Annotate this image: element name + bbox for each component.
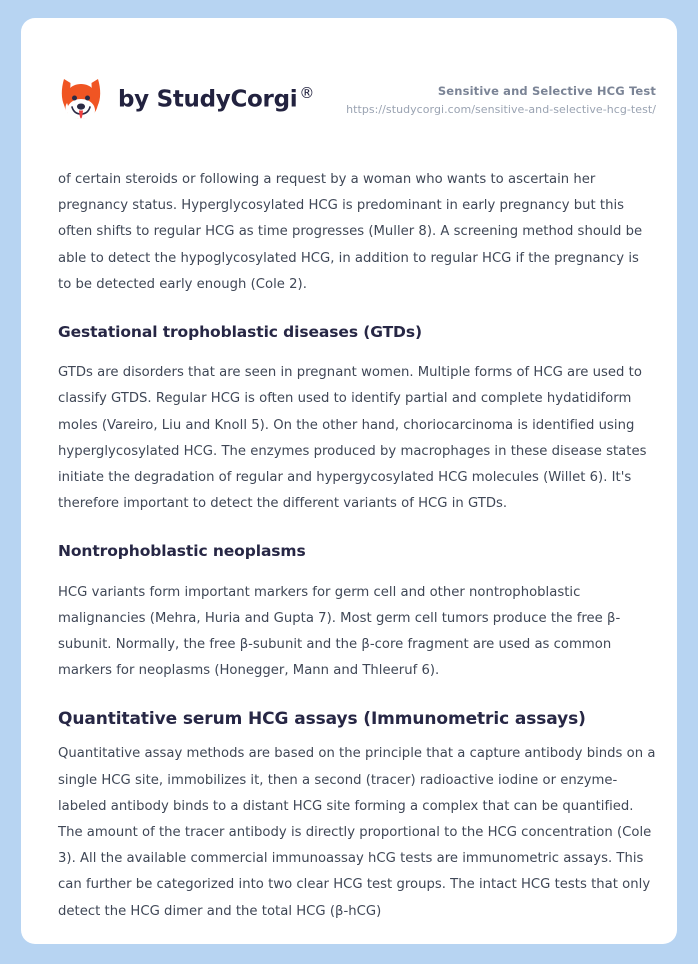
section-paragraph-nontrophoblastic: HCG variants form important markers for germ cell and other nontrophoblastic malignancies (Mehra, Huria and Gupta 7). Most germ cell tumors produce the free β-subunit. Normally, the free β-subunit and the β-core fragment are used as common markers for neoplasms (Honegger, Mann and Thleeruf 6). <box>58 584 621 679</box>
brand-logo[interactable] <box>58 77 314 121</box>
brand-name-text: by StudyCorgi <box>118 86 298 113</box>
intro-paragraph: of certain steroids or following a request by a woman who wants to ascertain her pregnancy status. Hyperglycosylated HCG is predominant in early pregnancy but this often shifts to regular HCG as time progresses (Muller 8). A screening method should be able to detect the hypoglycosylated HCG, in addition to regular HCG if the pregnancy is to be detected early enough (Cole 2). <box>58 172 643 292</box>
brand-name <box>118 86 314 112</box>
document-meta <box>346 75 656 117</box>
section-paragraph-quantitative-assays: Quantitative assay methods are based on the principle that a capture antibody binds on a single HCG site, immobilizes it, then a second (tracer) radioactive iodine or enzyme-labeled antibody binds to a distant HCG site forming a complex that can be quantified. The amount of the tracer antibody is directly proportional to the HCG concentration (Cole 3). All the available commercial immunoassay hCG tests are immunometric assays. This can further be categorized into two clear HCG test groups. The intact HCG tests that only detect the HCG dimer and the total HCG (β-hCG) <box>58 746 656 919</box>
document-page <box>21 18 677 944</box>
document-body <box>21 167 677 925</box>
page-title: Sensitive and Selective HCG Test <box>437 84 656 98</box>
registered-trademark-icon: ® <box>299 84 315 103</box>
source-url[interactable]: https://studycorgi.com/sensitive-and-selective-hcg-test/ <box>346 103 656 117</box>
section-heading-quantitative-assays: Quantitative serum HCG assays (Immunometric assays) <box>58 709 586 730</box>
corgi-logo-icon <box>58 77 104 121</box>
section-heading-gtds: Gestational trophoblastic diseases (GTDs) <box>58 323 422 342</box>
document-header <box>21 18 677 121</box>
section-paragraph-gtds: GTDs are disorders that are seen in pregnant women. Multiple forms of HCG are used to classify GTDS. Regular HCG is often used to identify partial and complete hydatidiform moles (Vareiro, Liu and Knoll 5). On the other hand, choriocarcinoma is identified using hyperglycosylated HCG. The enzymes produced by macrophages in these disease states initiate the degradation of regular and hypergycosylated HCG molecules (Willet 6). It's therefore important to detect the different variants of HCG in GTDs. <box>58 365 647 512</box>
section-heading-nontrophoblastic: Nontrophoblastic neoplasms <box>58 542 306 561</box>
